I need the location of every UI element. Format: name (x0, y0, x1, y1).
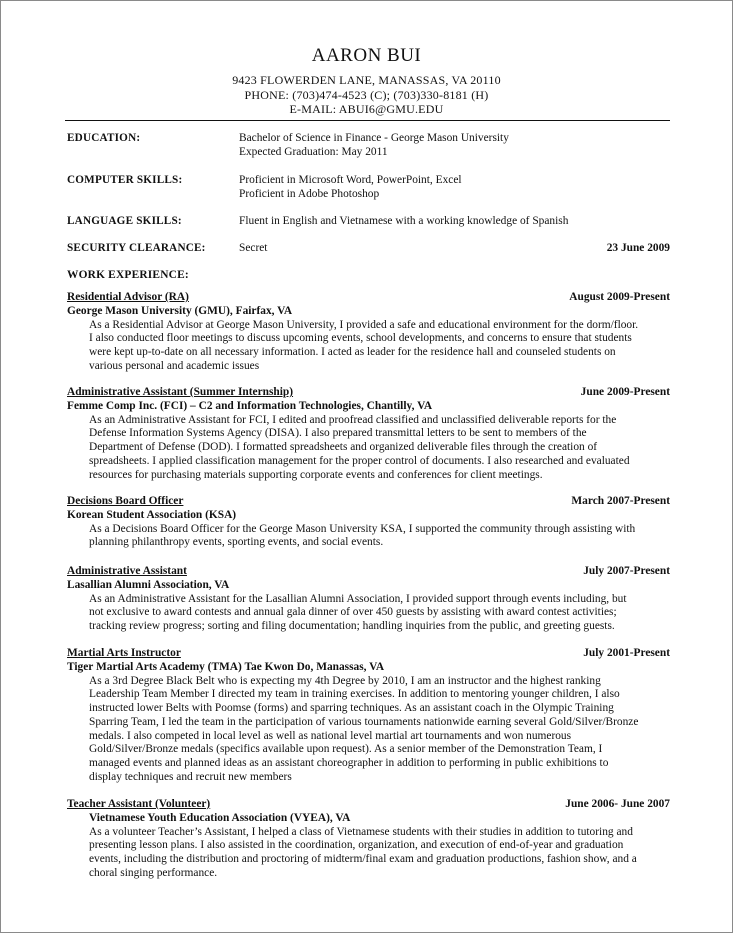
job-organization: Vietnamese Youth Education Association (VYEA), VA (89, 812, 351, 824)
job-description-line: Leadership Team Member I directed my team in training exercises. In addition to mentoring younger children, I also (89, 688, 620, 701)
job-title: Residential Advisor (RA) (67, 291, 189, 303)
job-description-line: Gold/Silver/Bronze medals (specifics available upon request). As a senior member of the Demonstration Team, I (89, 743, 603, 756)
job-description-line: were kept up-to-date on all necessary information. I acted as leader for the residence hall and counseled students on (89, 346, 616, 359)
job-date: June 2006- June 2007 (565, 798, 670, 810)
computer-skills-line: Proficient in Adobe Photoshop (239, 187, 380, 200)
job-title-line (67, 386, 670, 400)
job-description-line: tracking review progress; sorting and filing documentation; handling inquiries from the public, and greeting guests. (89, 620, 615, 633)
address-line: 9423 FLOWERDEN LANE, MANASSAS, VA 20110 (232, 73, 501, 87)
computer-skills-line: Proficient in Microsoft Word, PowerPoint, Excel (239, 174, 462, 186)
job-description-line: display techniques and recruit new members (89, 770, 292, 783)
job-description-line: various personal and academic issues (89, 359, 260, 372)
job-date: July 2001-Present (583, 647, 670, 659)
job-description-line: resources for purchasing materials supporting corporate events and conferences for client meetings. (89, 468, 543, 481)
job-date: August 2009-Present (569, 291, 670, 303)
job-description-line: As a volunteer Teacher’s Assistant, I helped a class of Vietnamese students with their studies in addition to tutoring and (89, 825, 633, 838)
job-description-line: managed events and planned ideas as an assistant choreographer in addition to performing in public exhibitions to (89, 756, 609, 769)
education-value (239, 132, 509, 159)
job-date: July 2007-Present (583, 565, 670, 577)
job-description-line: events, including the distribution and proctoring of midterm/final exam and graduation productions, fashion show, and a (89, 853, 637, 866)
job-entry (67, 386, 670, 482)
job-description-line: planning philanthropy events, sporting events, and social events. (89, 536, 384, 549)
education-label: EDUCATION: (67, 132, 141, 144)
job-description-line: not exclusive to award contests and annual gala dinner of over 450 guests by assisting with award contest activities; (89, 606, 617, 619)
job-description-line: spreadsheets. I applied classification management for the proper control of documents. I also researched and evaluated (89, 454, 630, 467)
job-description-line: I also conducted floor meetings to discuss upcoming events, school developments, and concerns to ensure that students (89, 332, 632, 345)
job-description (67, 319, 670, 374)
job-description-line: As an Administrative Assistant for FCI, I edited and proofread classified and unclassified deliverable reports for the (89, 413, 617, 426)
computer-skills-label: COMPUTER SKILLS: (67, 174, 183, 186)
job-organization: George Mason University (GMU), Fairfax, VA (67, 305, 293, 317)
job-description-line: Sparring Team, I led the team in the participation of various tournaments nationwide earning several Gold/Silver/Bronze (89, 715, 639, 728)
job-description-line: medals. I also competed in local level as well as national level martial art tournaments and won numerous (89, 729, 572, 742)
job-title: Teacher Assistant (Volunteer) (67, 798, 211, 810)
job-organization: Korean Student Association (KSA) (67, 509, 237, 521)
job-organization: Tiger Martial Arts Academy (TMA) Tae Kwon Do, Manassas, VA (67, 661, 385, 673)
job-description (67, 675, 670, 785)
contact-block (1, 73, 732, 117)
job-title-line (67, 495, 670, 509)
language-skills-line: Fluent in English and Vietnamese with a working knowledge of Spanish (239, 215, 569, 227)
job-description (67, 523, 670, 550)
job-description (67, 593, 670, 634)
job-description-line: As an Administrative Assistant for the Lasallian Alumni Association, I provided support through events including, but (89, 592, 627, 605)
job-description (67, 414, 670, 483)
phone-line: PHONE: (703)474-4523 (C); (703)330-8181 (H) (244, 87, 489, 102)
work-experience-heading: WORK EXPERIENCE: (67, 269, 189, 281)
job-entry (67, 647, 670, 784)
job-description-line: As a 3rd Degree Black Belt who is expecting my 4th Degree by 2010, I am an instructor and the highest ranking (89, 674, 601, 687)
job-description-line: Department of Defense (DOD). I formatted spreadsheets and organized deliverable files through the creation of (89, 441, 598, 454)
resume-name: AARON BUI (311, 45, 422, 66)
job-description-line: As a Decisions Board Officer for the George Mason University KSA, I supported the community through assisting with (89, 522, 636, 535)
security-clearance-date: 23 June 2009 (606, 242, 670, 254)
security-clearance-label: SECURITY CLEARANCE: (67, 242, 206, 254)
language-skills-label: LANGUAGE SKILLS: (67, 215, 182, 227)
job-title: Martial Arts Instructor (67, 647, 181, 659)
education-line: Bachelor of Science in Finance - George Mason University (239, 132, 509, 144)
job-description-line: Defense Information Systems Agency (DISA). I also prepared transmittal letters to be sent to members of the (89, 427, 587, 440)
job-description-line: As a Residential Advisor at George Mason University, I provided a safe and educational environment for the dorm/floor. (89, 318, 639, 331)
job-organization: Lasallian Alumni Association, VA (67, 579, 230, 591)
job-entry (67, 798, 670, 881)
security-clearance-value: Secret (239, 242, 268, 254)
job-description-line: choral singing performance. (89, 866, 218, 879)
job-entry (67, 565, 670, 634)
job-title-line (67, 798, 670, 812)
job-description (67, 826, 670, 881)
job-description-line: instructed lower Belts with Poomse (forms) and sparring techniques. As an assistant coach in the Olympic Training (89, 702, 614, 715)
language-skills-value (239, 215, 568, 229)
job-date: June 2009-Present (580, 386, 670, 398)
job-entry (67, 495, 670, 550)
job-date: March 2007-Present (571, 495, 670, 507)
header-divider (65, 120, 670, 121)
job-title: Administrative Assistant (Summer Internship) (67, 386, 294, 398)
job-description-line: presenting lesson plans. I also assisted in the coordination, organization, and execution of end-of-year and graduation (89, 839, 624, 852)
job-title-line (67, 565, 670, 579)
email-line: E-MAIL: ABUI6@GMU.EDU (289, 102, 444, 117)
job-title: Decisions Board Officer (67, 495, 184, 507)
job-title-line (67, 647, 670, 661)
job-title-line (67, 291, 670, 305)
computer-skills-value (239, 174, 462, 201)
job-organization: Femme Comp Inc. (FCI) – C2 and Information Technologies, Chantilly, VA (67, 400, 433, 412)
job-title: Administrative Assistant (67, 565, 187, 577)
education-line: Expected Graduation: May 2011 (239, 145, 388, 158)
job-entry (67, 291, 670, 374)
